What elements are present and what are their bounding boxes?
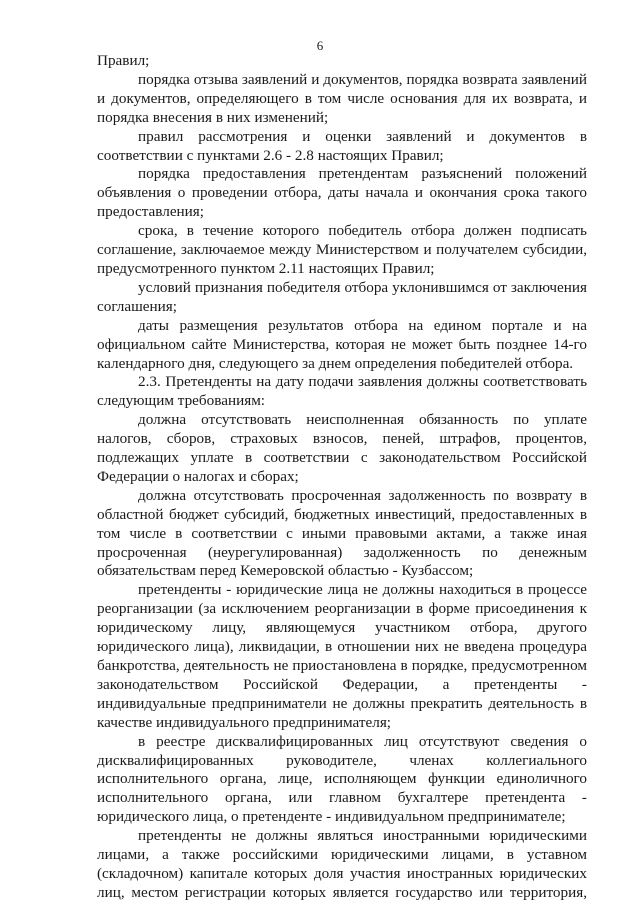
page-number: 6 <box>316 38 324 53</box>
document-body <box>97 52 587 903</box>
paragraph: условий признания победителя отбора уклонившимся от заключения соглашения; <box>97 278 587 315</box>
paragraph: претенденты - юридические лица не должны находиться в процессе реорганизации (за исключением реорганизации в форме присоединения к юридическому лицу, являющемуся участником отбора, другого юридического лица), ликвидации, в отношении них не введена процедура банкротства, деятельность не приостановлена в порядке, предусмотренном законодательством Российской Федерации, а претенденты - индивидуальные предприниматели не должны прекратить деятельность в качестве индивидуального предпринимателя; <box>97 581 587 731</box>
paragraph: срока, в течение которого победитель отбора должен подписать соглашение, заключаемое между Министерством и получателем субсидии, предусмотренного пунктом 2.11 настоящих Правил; <box>97 222 587 277</box>
paragraph: Правил; <box>97 52 150 69</box>
paragraph: даты размещения результатов отбора на едином портале и на официальном сайте Министерства, которая не может быть позднее 14-го календарного дня, следующего за днем определения победителей отбора. <box>97 316 587 372</box>
paragraph: должна отсутствовать неисполненная обязанность по уплате налогов, сборов, страховых взносов, пеней, штрафов, процентов, подлежащих уплате в соответствии с законодательством Российской Федерации о налогах и сборах; <box>97 411 587 485</box>
paragraph: порядка отзыва заявлений и документов, порядка возврата заявлений и документов, определяющего в том числе основания для их возврата, и порядка внесения в них изменений; <box>97 70 587 126</box>
paragraph: порядка предоставления претендентам разъяснений положений объявления о проведении отбора, даты начала и окончания срока такого предоставления; <box>97 165 587 221</box>
paragraph: в реестре дисквалифицированных лиц отсутствуют сведения о дисквалифицированных руководителе, членах коллегиального исполнительного органа, лице, исполняющем функции единоличного исполнительного органа, или главном бухгалтере претендента - юридического лица, о претенденте - индивидуальном предпринимателе; <box>97 732 587 826</box>
section-paragraph: 2.3. Претенденты на дату подачи заявления должны соответствовать следующим требованиям: <box>97 373 587 410</box>
paragraph: правил рассмотрения и оценки заявлений и документов в соответствии с пунктами 2.6 - 2.8 настоящих Правил; <box>97 127 587 164</box>
paragraph: должна отсутствовать просроченная задолженность по возврату в областной бюджет субсидий, бюджетных инвестиций, предоставленных в том числе в соответствии с иными правовыми актами, а также иная просроченная (неурегулированная) задолженность по денежным обязательствам перед Кемеровской областью - Кузбассом; <box>97 486 587 580</box>
paragraph: претенденты не должны являться иностранными юридическими лицами, а также российскими юридическими лицами, в уставном (складочном) капитале которых доля участия иностранных юридических лиц, местом регистрации которых является государство или территория, <box>97 827 587 901</box>
